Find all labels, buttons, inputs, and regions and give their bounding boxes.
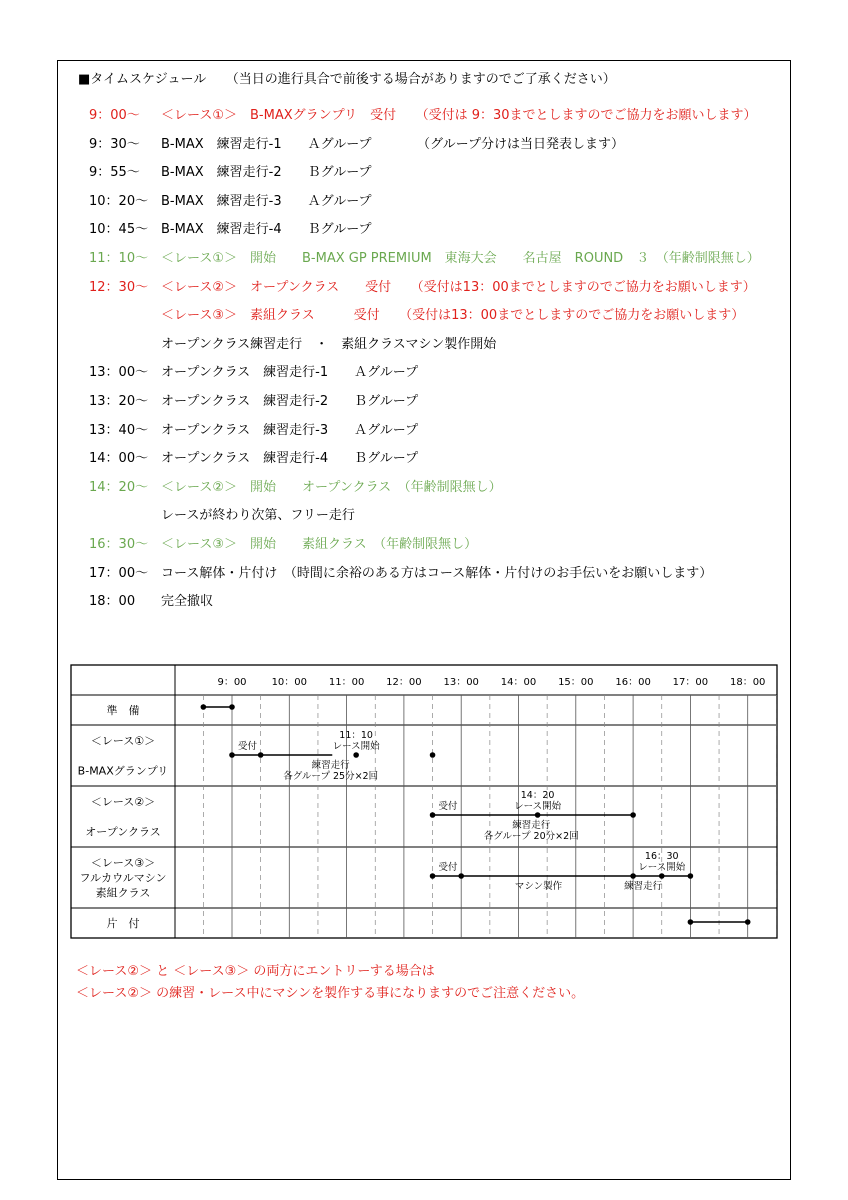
schedule-text: オープンクラス 練習走行-4 Ｂグループ	[161, 451, 419, 467]
schedule-time: 10：20～	[89, 193, 149, 209]
row-label: 準 備	[106, 704, 140, 717]
timeline-point	[353, 752, 359, 758]
schedule-text: B-MAX 練習走行-4 Ｂグループ	[161, 222, 372, 238]
timeline-point	[745, 919, 751, 925]
hour-label: 13：00	[443, 677, 479, 688]
schedule-time: 9：00～	[89, 108, 140, 123]
row-label: B-MAXグランプリ	[77, 764, 169, 778]
schedule-time: 14：20～	[89, 479, 149, 495]
timeline-annotation: 練習走行	[311, 760, 350, 771]
schedule-text: B-MAX 練習走行-1 Ａグループ （グループ分けは当日発表します）	[161, 136, 625, 152]
hour-label: 15：00	[558, 677, 594, 688]
schedule-time: 9：30～	[89, 136, 140, 152]
schedule-text: B-MAX 練習走行-2 Ｂグループ	[161, 165, 372, 181]
schedule-time: 9：55～	[89, 165, 140, 181]
hour-label: 16：00	[615, 677, 651, 688]
timeline-annotation: 受付	[238, 741, 258, 752]
schedule-time: 11：10～	[89, 251, 149, 266]
timeline-annotation: 11：10	[339, 730, 373, 741]
schedule-text: ＜レース②＞ オープンクラス 受付 （受付は13：00までとしますのでご協力をお願いします）	[161, 279, 756, 295]
schedule-text: オープンクラス練習走行 ・ 素組クラスマシン製作開始	[161, 336, 497, 352]
timeline-point	[458, 873, 464, 879]
hour-label: 12：00	[386, 677, 422, 688]
schedule-time: 13：40～	[89, 422, 149, 438]
schedule-time: 13：20～	[89, 394, 149, 409]
row-label: ＜レース①＞	[90, 734, 156, 748]
schedule-heading: ■タイムスケジュール （当日の進行具合で前後する場合がありますのでご了承ください）	[78, 72, 616, 87]
row-label: オープンクラス	[85, 825, 161, 839]
timeline-annotation: 16：30	[644, 851, 679, 862]
timeline-point	[688, 919, 694, 925]
timeline-point	[430, 873, 436, 879]
schedule-text: オープンクラス 練習走行-2 Ｂグループ	[161, 394, 419, 409]
schedule-text: レースが終わり次第、フリー走行	[161, 508, 355, 524]
timeline-annotation: 練習走行	[512, 820, 551, 831]
row-label: 素組クラス	[95, 886, 151, 900]
schedule-text: ＜レース③＞ 素組クラス 受付 （受付は13：00までとしますのでご協力をお願いします）	[161, 308, 745, 324]
schedule-text: B-MAX 練習走行-3 Ａグループ	[161, 193, 372, 209]
schedule-time: 16：30～	[89, 537, 149, 552]
chart-frame	[71, 665, 777, 938]
note-line-2: ＜レース②＞ の練習・レース中にマシンを製作する事になりますのでご注意ください。	[76, 986, 585, 1001]
timeline-point	[630, 873, 636, 879]
timeline-annotation: 受付	[438, 801, 458, 812]
schedule-text: コース解体・片付け （時間に余裕のある方はコース解体・片付けのお手伝いをお願いします）	[161, 565, 713, 581]
schedule-time: 14：00～	[89, 451, 149, 467]
hour-label: 9：00	[217, 677, 247, 688]
timeline-point	[201, 704, 207, 710]
hour-label: 10：00	[271, 677, 308, 688]
timeline-annotation: 14：20	[520, 790, 555, 801]
timeline-point	[430, 812, 436, 818]
row-label: ＜レース②＞	[90, 795, 156, 809]
schedule-text: 完全撤収	[161, 594, 214, 610]
timeline-annotation: 各グループ 20分×2回	[483, 831, 579, 842]
timeline-point	[630, 812, 636, 818]
timeline-point	[258, 752, 264, 758]
row-label: ＜レース③＞	[90, 856, 156, 870]
row-label: フルカウルマシン	[79, 871, 167, 885]
row-label: 片 付	[106, 917, 140, 930]
timeline-point	[229, 704, 235, 710]
timeline-annotation: 各グループ 25分×2回	[283, 771, 379, 782]
schedule-text: ＜レース①＞ B-MAXグランプリ 受付 （受付は 9：30までとしますのでご協力をお願いします）	[161, 108, 757, 123]
schedule-time: 12：30～	[89, 279, 149, 295]
timeline-point	[659, 873, 665, 879]
timeline-annotation: レース開始	[332, 741, 380, 752]
timeline-annotation: 受付	[438, 862, 458, 873]
note-line-1: ＜レース②＞ と ＜レース③＞ の両方にエントリーする場合は	[76, 964, 435, 979]
hour-label: 17：00	[672, 677, 709, 688]
schedule-text: オープンクラス 練習走行-1 Ａグループ	[161, 365, 419, 381]
schedule-time: 10：45～	[89, 222, 149, 238]
schedule-text: ＜レース③＞ 開始 素組クラス （年齢制限無し）	[161, 537, 478, 552]
hour-label: 14：00	[500, 677, 537, 688]
hour-label: 11：00	[328, 677, 365, 688]
timeline-point	[688, 873, 694, 879]
schedule-text: ＜レース①＞ 開始 B-MAX GP PREMIUM 東海大会 名古屋 ROUND ３ （年齢制限無し）	[161, 251, 760, 266]
schedule-text: ＜レース②＞ 開始 オープンクラス （年齢制限無し）	[161, 479, 502, 495]
schedule-time: 17：00～	[89, 565, 149, 581]
timeline-point	[229, 752, 235, 758]
hour-label: 18：00	[729, 677, 766, 688]
timeline-annotation: レース開始	[638, 862, 686, 873]
timeline-annotation: マシン製作	[514, 881, 563, 892]
timeline-annotation: レース開始	[514, 801, 562, 812]
timeline-point	[430, 752, 436, 758]
schedule-text: オープンクラス 練習走行-3 Ａグループ	[161, 422, 419, 438]
timeline-annotation: 練習走行	[624, 881, 663, 892]
schedule-time: 18：00	[89, 594, 136, 610]
schedule-time: 13：00～	[89, 365, 149, 381]
timeline-point	[535, 812, 541, 818]
